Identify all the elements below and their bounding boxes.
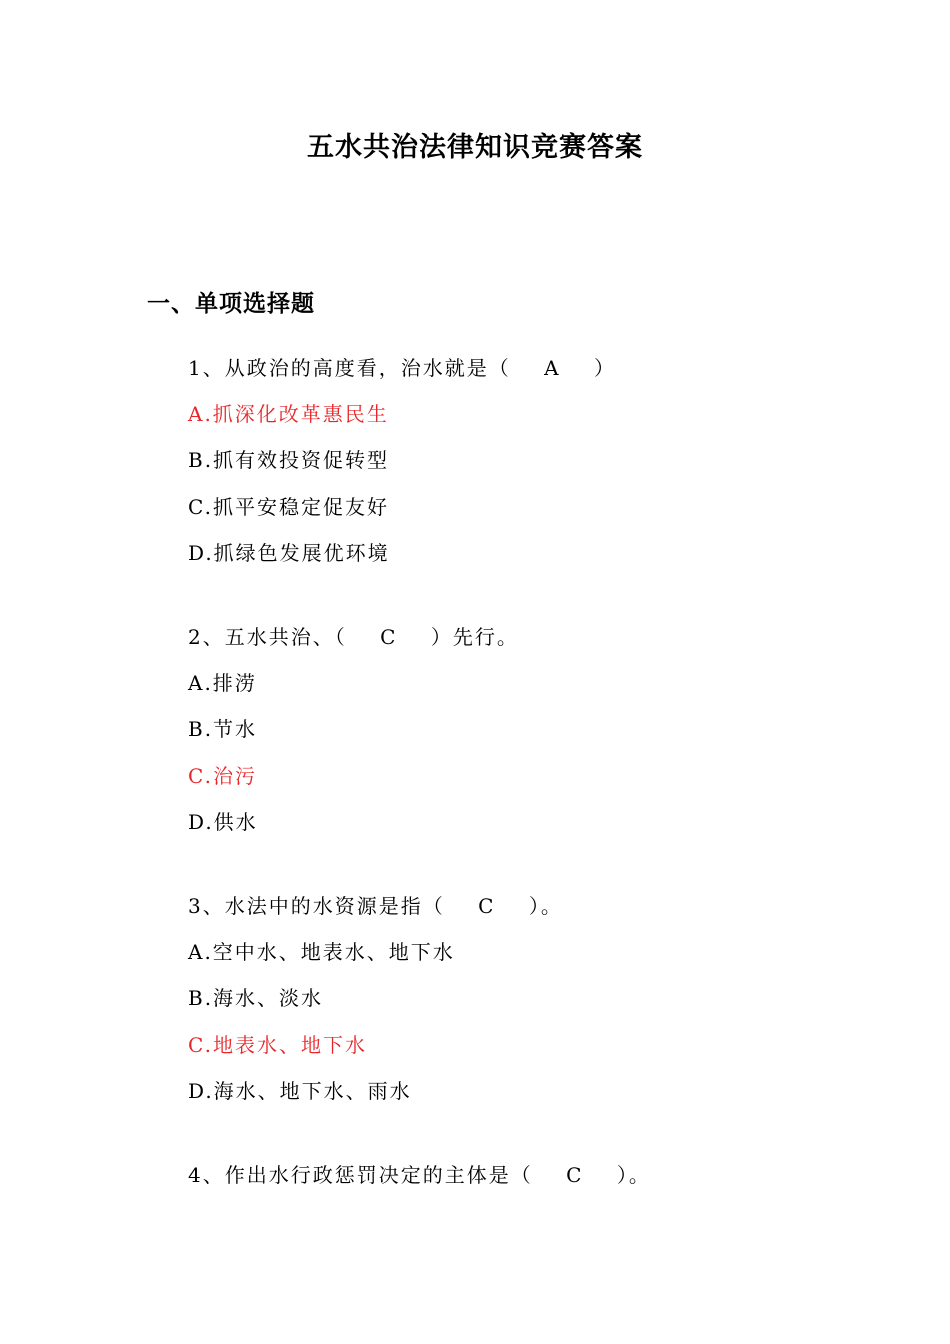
question-2-option-d: D.供水 xyxy=(188,810,258,834)
question-1-option-b: B.抓有效投资促转型 xyxy=(188,448,390,472)
question-3-option-a: A.空中水、地表水、地下水 xyxy=(188,940,455,964)
question-2-option-a: A.排涝 xyxy=(188,671,257,695)
question-3-option-d: D.海水、地下水、雨水 xyxy=(188,1079,412,1103)
question-1-option-d: D.抓绿色发展优环境 xyxy=(188,541,390,565)
document-title: 五水共治法律知识竞赛答案 xyxy=(307,132,643,163)
question-2-option-b: B.节水 xyxy=(188,717,258,741)
question-3-option-c: C.地表水、地下水 xyxy=(188,1033,367,1057)
question-3-stem: 3、水法中的水资源是指（ C ）。 xyxy=(188,894,563,918)
question-4-stem: 4、作出水行政惩罚决定的主体是（ C ）。 xyxy=(188,1163,651,1187)
section-heading: 一、单项选择题 xyxy=(147,290,315,317)
question-1-option-a: A.抓深化改革惠民生 xyxy=(188,402,389,426)
question-3-option-b: B.海水、淡水 xyxy=(188,986,324,1010)
question-1-option-c: C.抓平安稳定促友好 xyxy=(188,495,389,519)
question-2-stem: 2、五水共治、（ C ）先行。 xyxy=(188,625,519,649)
question-2-option-c: C.治污 xyxy=(188,764,257,788)
question-1-stem: 1、从政治的高度看，治水就是（ A ） xyxy=(188,356,617,380)
